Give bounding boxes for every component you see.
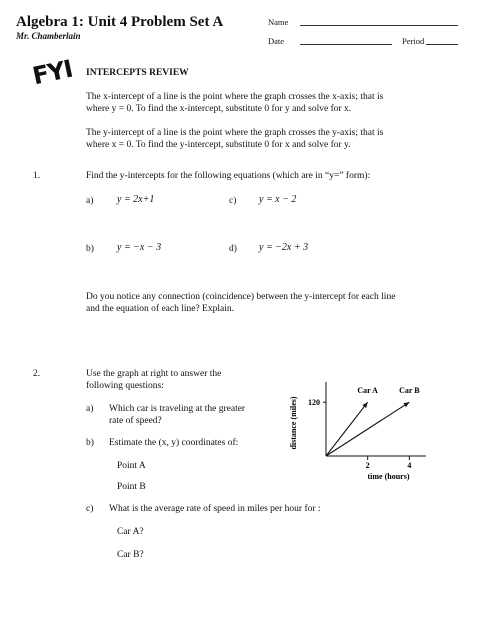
review-p2-line-2: where x = 0. To find the y-intercept, substitute 0 for x and solve for y. [86, 140, 351, 150]
fyi-logo: FYI [30, 54, 75, 91]
q1-d-label: d) [229, 244, 237, 254]
y-axis-label: distance (miles) [289, 396, 298, 450]
review-paragraph-2 [86, 127, 383, 151]
q2-c-label: c) [86, 504, 94, 514]
q2-prompt-line-2: following questions: [86, 381, 164, 391]
q2-a-label: a) [86, 404, 94, 414]
q1-c-label: c) [229, 196, 237, 206]
car-b-line [326, 402, 409, 456]
q2-b-text: Estimate the (x, y) coordinates of: [109, 438, 239, 448]
review-paragraph-1 [86, 91, 383, 115]
q1-followup-line-1: Do you notice any connection (coincidence) between the y-intercept for each line [86, 292, 396, 302]
q2-number: 2. [33, 369, 41, 379]
q1-a-equation: y = 2x+1 [117, 194, 155, 205]
q2-prompt [86, 368, 221, 392]
review-p1-line-1: The x-intercept of a line is the point where the graph crosses the x-axis; that is [86, 92, 384, 102]
review-p1-line-2: where y = 0. To find the x-intercept, substitute 0 for y and solve for x. [86, 104, 352, 114]
q2-b-label: b) [86, 438, 94, 448]
q1-a-label: a) [86, 196, 94, 206]
point-a-label: Point A [117, 461, 146, 471]
q2-a-line-2: rate of speed? [109, 416, 162, 426]
x-tick-label-2: 2 [365, 461, 370, 470]
q1-followup-line-2: and the equation of each line? Explain. [86, 304, 234, 314]
y-tick-label-120: 120 [308, 398, 320, 408]
q2-c-text: What is the average rate of speed in miles per hour for : [109, 504, 321, 514]
car-b-series-label: Car B [399, 386, 420, 396]
q1-number: 1. [33, 171, 41, 181]
point-b-label: Point B [117, 482, 146, 492]
date-label: Date [268, 36, 285, 46]
car-a-question: Car A? [117, 527, 144, 537]
q1-c-equation: y = x − 2 [259, 194, 297, 205]
q2-a-text [109, 403, 245, 427]
car-b-arrowhead [403, 402, 409, 407]
date-field[interactable] [300, 44, 392, 45]
review-heading: INTERCEPTS REVIEW [86, 68, 189, 78]
name-field[interactable] [300, 25, 458, 26]
car-b-question: Car B? [117, 550, 144, 560]
car-a-series-label: Car A [357, 386, 378, 396]
name-label: Name [268, 17, 289, 27]
review-p2-line-1: The y-intercept of a line is the point where the graph crosses the y-axis; that is [86, 128, 384, 138]
q1-b-label: b) [86, 244, 94, 254]
teacher-name: Mr. Chamberlain [16, 31, 81, 41]
period-label: Period [402, 36, 425, 46]
car-a-line [326, 402, 368, 456]
x-axis-label: time (hours) [367, 472, 410, 481]
q1-d-equation: y = −2x + 3 [259, 242, 309, 253]
x-tick-label-4: 4 [407, 461, 412, 470]
q1-followup [86, 291, 395, 315]
period-field[interactable] [426, 44, 458, 45]
q1-b-equation: y = −x − 3 [117, 242, 162, 253]
distance-time-graph [282, 372, 432, 482]
q1-prompt: Find the y-intercepts for the following equations (which are in “y=” form): [86, 171, 371, 181]
page-title: Algebra 1: Unit 4 Problem Set A [16, 14, 224, 30]
q2-prompt-line-1: Use the graph at right to answer the [86, 369, 222, 379]
q2-a-line-1: Which car is traveling at the greater [109, 404, 246, 414]
